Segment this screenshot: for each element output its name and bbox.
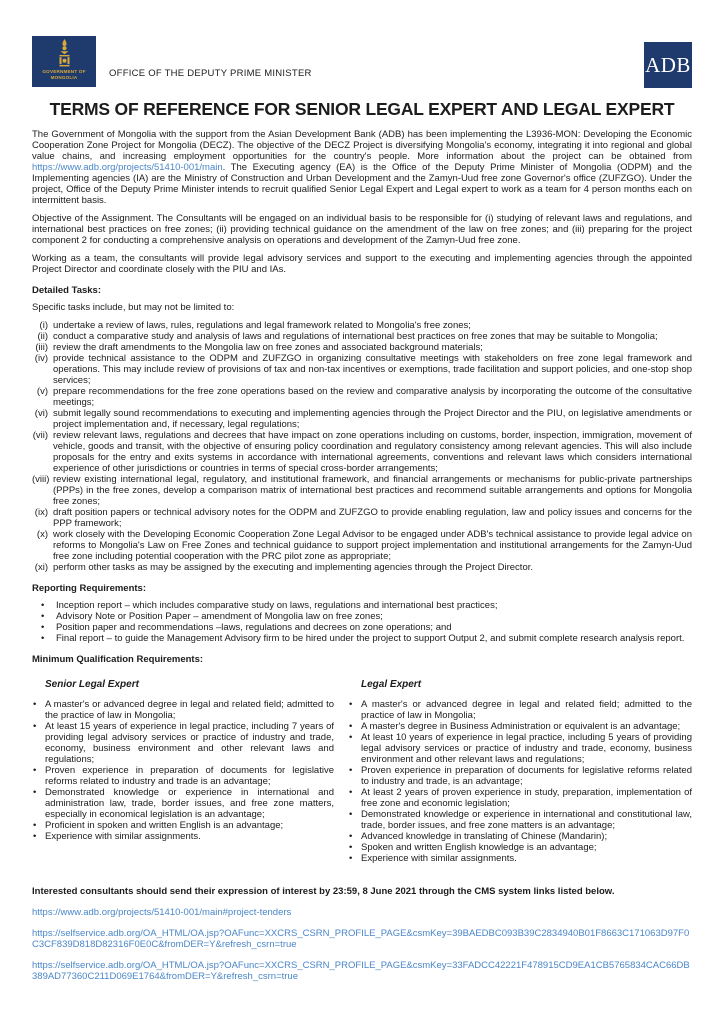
bullet-icon: •: [41, 611, 45, 622]
task-text: conduct a comparative study and analysis of laws and regulations of international best practices on free zones that may be suitable to Mongolia;: [53, 331, 658, 342]
list-item: [32, 787, 334, 820]
legal-expert-column: [348, 679, 692, 864]
list-item-text: Inception report – which includes comparative study on laws, regulations and international best practices;: [56, 600, 498, 611]
list-item-text: Final report – to guide the Management Advisory firm to be hired under the project to support Output 2, and submit complete research analysis report.: [56, 633, 685, 644]
bullet-icon: •: [349, 842, 353, 853]
task-text: submit legally sound recommendations to executing and implementing agencies through the Project Director and the PIU, on legislative amendments or project implementation and, if necessary, legal regulations;: [53, 408, 692, 430]
task-item: [32, 474, 692, 507]
list-item-text: At least 15 years of experience in legal practice, including 7 years of providing legal advisory services or practice of industry and trade, economy, business environment and other relevant laws and regulations;: [45, 721, 334, 765]
office-title: OFFICE OF THE DEPUTY PRIME MINISTER: [109, 68, 312, 79]
task-number: (ix): [34, 507, 48, 518]
list-item-text: Advisory Note or Position Paper – amendment of Mongolia law on free zones;: [56, 611, 383, 622]
list-item: [32, 600, 692, 611]
list-item-text: Proven experience in preparation of documents for legislative reforms related to industry and trade is an advantage;: [45, 765, 334, 787]
intro-paragraph-1: [32, 129, 692, 206]
task-item: [32, 342, 692, 353]
document-header: [32, 36, 692, 92]
bullet-icon: •: [33, 765, 37, 776]
page-title: TERMS OF REFERENCE FOR SENIOR LEGAL EXPERT AND LEGAL EXPERT: [49, 99, 675, 119]
task-number: (ii): [37, 331, 48, 342]
list-item-text: Position paper and recommendations –laws, regulations and decrees on zone operations; and: [56, 622, 452, 633]
list-item-text: Advanced knowledge in translating of Chinese (Mandarin);: [361, 831, 608, 842]
task-number: (v): [36, 386, 48, 397]
project-tenders-link[interactable]: https://www.adb.org/projects/51410-001/main#project-tenders: [32, 907, 292, 918]
reporting-requirements-heading: Reporting Requirements:: [32, 583, 147, 594]
list-item: [348, 765, 692, 787]
list-item: [32, 721, 334, 765]
task-item: [32, 562, 692, 573]
bullet-icon: •: [349, 853, 353, 864]
task-text: work closely with the Developing Economic Cooperation Zone Legal Advisor to be engaged under ADB's technical assistance to provide legal advice on reforms to Mongolia's Law on Free Zones and technical guidance to support project implementation and institutional arrangements for the Zamyn-Uud free zone including potential cooperation with the PRC pilot zone as appropriate;: [53, 529, 692, 562]
list-item: [348, 732, 692, 765]
task-number: (iv): [34, 353, 48, 364]
bullet-icon: •: [33, 787, 37, 798]
list-item-text: Demonstrated knowledge or experience in international and constitutional law, trade, border issues, and free zone matters is an advantage;: [361, 809, 692, 831]
minimum-qualifications-heading: Minimum Qualification Requirements:: [32, 654, 204, 665]
task-text: perform other tasks as may be assigned by the executing and implementing agencies through the Project Director.: [53, 562, 534, 573]
list-item-text: At least 10 years of experience in legal practice, including 5 years of providing legal advisory services or practice of industry and trade, economy, business environment and other relevant laws and regulations;: [361, 732, 692, 765]
cms-profile-link-2[interactable]: https://selfservice.adb.org/OA_HTML/OA.jsp?OAFunc=XXCRS_CSRN_PROFILE_PAGE&csmKey=33FADCC42221F478915CD9EA1CB5765834CAC66DB389AD77360C211D069E1764&fromDER=Y&refresh_csrn=true: [32, 960, 690, 982]
bullet-icon: •: [41, 633, 45, 644]
task-text: draft position papers or technical advisory notes for the ODPM and ZUFZGO to provide enabling regulation, law and policy issues and concerns for the PPP framework;: [53, 507, 692, 529]
bullet-icon: •: [349, 831, 353, 842]
task-text: review existing international legal, regulatory, and institutional framework, and financial arrangements or mechanisms for public-private partnerships (PPPs) in the free zones, develop a comparison matrix of international best practices and recommend suitable arrangements and options for Mongolia free zones;: [53, 474, 692, 507]
list-item-text: Proven experience in preparation of documents for legislative reforms related to industry and trade, is an advantage;: [361, 765, 692, 787]
list-item: [348, 787, 692, 809]
bullet-icon: •: [33, 699, 37, 710]
bullet-icon: •: [41, 622, 45, 633]
list-item-text: Demonstrated knowledge or experience in international and administration law, trade, border issues, and free zone matters, especially in economical legislation is an advantage;: [45, 787, 334, 820]
list-item: [348, 842, 692, 853]
objective-paragraph: Objective of the Assignment. The Consultants will be engaged on an individual basis to be responsible for (i) studying of relevant laws and regulations, and international best practices on free zones; (ii) providing technical guidance on the amendment of the law on free zones; and (iii) preparing for the project component 2 for conducting a comprehensive analysis on operations and development of the Zamyn-Uud free zone.: [32, 213, 692, 246]
government-of-mongolia-logo: [32, 36, 96, 87]
government-logo-caption: GOVERNMENT OF MONGOLIA: [42, 69, 86, 80]
bullet-icon: •: [349, 787, 353, 798]
task-item: [32, 507, 692, 529]
task-item: [32, 386, 692, 408]
cms-profile-link-1[interactable]: https://selfservice.adb.org/OA_HTML/OA.jsp?OAFunc=XXCRS_CSRN_PROFILE_PAGE&csmKey=39BAEDBC093B39C2834940B01F8663C171063D97F0C3CF839D818D82316F0E0C&fromDER=Y&refresh_csrn=true: [32, 928, 690, 950]
task-item: [32, 331, 692, 342]
list-item-text: At least 2 years of proven experience in study, preparation, implementation of free zone and economic legislation;: [361, 787, 692, 809]
deadline-notice: Interested consultants should send their expression of interest by 23:59, 8 June 2021 through the CMS system links listed below.: [32, 886, 615, 897]
list-item: [32, 611, 692, 622]
task-item: [32, 408, 692, 430]
bullet-icon: •: [41, 600, 45, 611]
list-item-text: A master's or advanced degree in legal and related field; admitted to the practice of law in Mongolia;: [45, 699, 334, 721]
task-number: (viii): [32, 474, 50, 485]
bullet-icon: •: [33, 721, 37, 732]
task-list: [32, 320, 692, 573]
task-item: [32, 529, 692, 562]
task-number: (i): [39, 320, 48, 331]
teamwork-paragraph: Working as a team, the consultants will provide legal advisory services and support to the executing and implementing agencies through the appointed Project Director and coordinate closely with the PIU and IAs.: [32, 253, 692, 275]
list-item: [32, 820, 334, 831]
list-item-text: Experience with similar assignments.: [361, 853, 517, 864]
bullet-icon: •: [33, 820, 37, 831]
task-item: [32, 353, 692, 386]
list-item-text: A master's degree in Business Administration or equivalent is an advantage;: [361, 721, 681, 732]
task-number: (vi): [34, 408, 48, 419]
intro-paragraph-1-continued: . The Executing agency (EA) is the Office of the Deputy Prime Minister of Mongolia (ODPM) and the Implementing agencies (IA) are the Ministry of Construction and Urban Development and the Zamyn-Uud free zone Governor's office (ZUFZGO). Under the project, Office of the Deputy Prime Minister intends to recruit qualified Senior Legal Expert and Legal expert to work as a team for 4 person months each on intermittent basis.: [32, 162, 692, 206]
qualification-columns: [32, 679, 692, 864]
list-item: [32, 765, 334, 787]
adb-logo: ADB: [644, 42, 692, 88]
list-item: [348, 699, 692, 721]
legal-expert-title: Legal Expert: [361, 679, 422, 690]
list-item-text: A master's or advanced degree in legal and related field; admitted to the practice of law in Mongolia;: [361, 699, 692, 721]
list-item: [348, 809, 692, 831]
bullet-icon: •: [33, 831, 37, 842]
bullet-icon: •: [349, 721, 353, 732]
bullet-icon: •: [349, 765, 353, 776]
list-item: [348, 721, 692, 732]
list-item: [32, 622, 692, 633]
task-number: (xi): [34, 562, 48, 573]
project-info-link[interactable]: https://www.adb.org/projects/51410-001/main: [32, 162, 223, 173]
list-item: [32, 633, 692, 644]
list-item: [348, 853, 692, 864]
task-item: [32, 320, 692, 331]
bullet-icon: •: [349, 699, 353, 710]
soyombo-emblem-icon: [58, 39, 71, 68]
task-text: prepare recommendations for the free zone operations based on the review and comparative analysis by incorporating the outcome of the consultative meetings;: [53, 386, 692, 408]
task-text: review relevant laws, regulations and decrees that have impact on zone operations including on customs, border, inspection, immigration, movement of vehicle, goods and transit, with the objective of ensuring policy coordination and regulatory consistency among relevant agencies. This will also include proposals for the entry and exits systems in accordance with international agreements, conventions and relevant laws which considers international experience of other jurisdictions or countries in terms of special cross-border arrangements;: [53, 430, 692, 474]
list-item: [348, 831, 692, 842]
intro-paragraph-1-text: The Government of Mongolia with the support from the Asian Development Bank (ADB) has been implementing the L3936-MON: Developing the Economic Cooperation Zone Project for Mongolia (DECZ). The objective of the DECZ Project is diversifying Mongolia's economy, integrating it into regional and global value chains, and increasing employment opportunities for the country's people. More information about the project can be obtained from: [32, 129, 692, 162]
task-text: provide technical assistance to the ODPM and ZUFZGO in organizing consultative meetings with stakeholders on free zone legal framework and operations. This may include review of provisions of tax and non-tax incentives or exemptions, trade facilitation and support policies, and one-stop shop services;: [53, 353, 692, 386]
reporting-list: [32, 600, 692, 644]
list-item-text: Experience with similar assignments.: [45, 831, 201, 842]
task-text: undertake a review of laws, rules, regulations and legal framework related to Mongolia's free zones;: [53, 320, 471, 331]
bullet-icon: •: [349, 809, 353, 820]
task-text: review the draft amendments to the Mongolia law on free zones and associated background materials;: [53, 342, 483, 353]
list-item: [32, 831, 334, 842]
task-number: (iii): [35, 342, 48, 353]
senior-legal-expert-title: Senior Legal Expert: [45, 679, 139, 690]
detailed-tasks-intro: Specific tasks include, but may not be limited to:: [32, 302, 235, 313]
list-item-text: Spoken and written English knowledge is an advantage;: [361, 842, 597, 853]
task-number: (x): [36, 529, 48, 540]
list-item-text: Proficient in spoken and written English is an advantage;: [45, 820, 284, 831]
task-item: [32, 430, 692, 474]
bullet-icon: •: [349, 732, 353, 743]
list-item: [32, 699, 334, 721]
senior-legal-expert-column: [32, 679, 334, 864]
task-number: (vii): [32, 430, 48, 441]
detailed-tasks-heading: Detailed Tasks:: [32, 285, 101, 296]
